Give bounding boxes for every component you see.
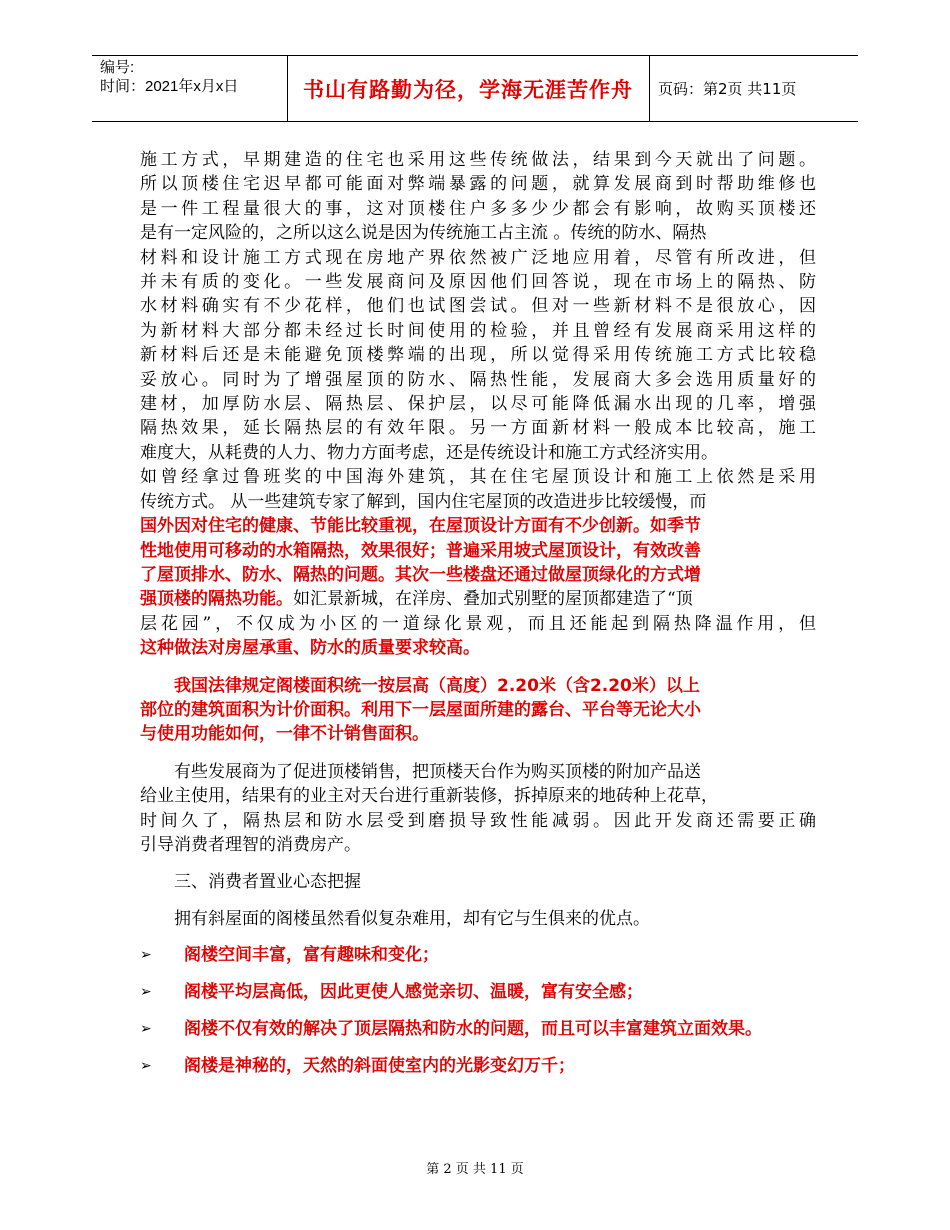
list-item (98, 1054, 816, 1079)
text-line: 层花园”，不仅成为小区的一道绿化景观，而且还能起到隔热降温作用，但 (140, 613, 816, 634)
text-line: 引导消费者理智的消费房产。 (140, 834, 361, 855)
text-line: 给业主使用，结果有的业主对天台进行重新装修，拆掉原来的地砖种上花草， (140, 786, 718, 807)
text-line: 并未有质的变化。一些发展商问及原因他们回答说，现在市场上的隔热、防 (140, 272, 816, 293)
text-line: 为新材料大部分都未经过长时间使用的检验，并且曾经有发展商采用这样的 (140, 320, 816, 341)
bullet-list (98, 943, 816, 1079)
text-line: 施工方式，早期建造的住宅也采用这些传统做法，结果到今天就出了问题。 (140, 150, 816, 170)
highlight-line: 国外因对住宅的健康、节能比较重视，在屋顶设计方面有不少创新。如季节 (140, 516, 701, 537)
highlight-line: 部位的建筑面积为计价面积。利用下一层屋面所建的露台、平台等无论大小 (140, 699, 701, 720)
text-line: 水材料确实有不少花样，他们也试图尝试。但对一些新材料不是很放心，因 (140, 296, 816, 317)
arrow-bullet-icon: ➢ (140, 984, 152, 1001)
header-divider-right (649, 56, 650, 121)
text-line: 所以顶楼住宅迟早都可能面对弊端暴露的问题，就算发展商到时帮助维修也 (140, 174, 816, 195)
header-bottom-rule (92, 121, 858, 122)
text-line: 传统方式。 从一些建筑专家了解到，国内住宅屋顶的改造进步比较缓慢，而 (140, 491, 707, 512)
text-line: 妥放心。同时为了增强屋顶的防水、隔热性能，发展商大多会选用质量好的 (140, 369, 816, 390)
list-item-text: 阁楼平均层高低，因此更使人感觉亲切、温暖，富有安全感； (184, 982, 643, 1003)
page-footer: 第 2 页 共 11 页 (426, 1162, 524, 1177)
highlight-line: 了屋顶排水、防水、隔热的问题。其次一些楼盘还通过做屋顶绿化的方式增 (140, 564, 701, 585)
highlight-line: 性地使用可移动的水箱隔热，效果很好；普遍采用坡式屋顶设计，有效改善 (140, 540, 701, 561)
list-item (98, 980, 816, 1005)
text-line: 有些发展商为了促进顶楼销售，把顶楼天台作为购买顶楼的附加产品送 (174, 761, 701, 782)
text-line: 难度大，从耗费的人力、物力方面考虑，还是传统设计和施工方式经济实用。 (140, 442, 718, 463)
section-intro: 拥有斜屋面的阁楼虽然看似复杂难用，却有它与生俱来的优点。 (174, 909, 650, 930)
arrow-bullet-icon: ➢ (140, 1058, 152, 1075)
list-item (98, 1017, 816, 1042)
highlight-line: 我国法律规定阁楼面积统一按层高（高度）2.20米（含2.20米）以上 (174, 675, 700, 696)
document-body (140, 148, 816, 1079)
list-item-text: 阁楼空间丰富，富有趣味和变化； (184, 945, 439, 966)
arrow-bullet-icon: ➢ (140, 1021, 152, 1038)
highlight-line: 这种做法对房屋承重、防水的质量要求较高。 (140, 638, 480, 659)
header-top-rule (92, 55, 858, 56)
list-item (98, 943, 816, 968)
text-line: 建材，加厚防水层、隔热层、保护层，以尽可能降低漏水出现的几率，增强 (140, 394, 816, 415)
text-line: 如曾经拿过鲁班奖的中国海外建筑，其在住宅屋顶设计和施工上依然是采用 (140, 467, 816, 488)
header-page-label: 页码：第2页 共11页 (658, 80, 797, 98)
paragraph-1 (140, 148, 816, 661)
header-time-label: 时间：2021年x月x日 (100, 78, 239, 95)
header-meta (100, 58, 238, 96)
text-line: 新材料后还是未能避免顶楼弊端的出现，所以觉得采用传统施工方式比较稳 (140, 345, 816, 366)
mixed-line (140, 587, 816, 611)
list-item-text: 阁楼是神秘的，天然的斜面使室内的光影变幻万千； (184, 1056, 575, 1077)
list-item-text: 阁楼不仅有效的解决了顶层隔热和防水的问题，而且可以丰富建筑立面效果。 (184, 1019, 762, 1040)
section-title: 三、消费者置业心态把握 (174, 872, 361, 893)
paragraph-legal (140, 674, 816, 747)
text-line: 是有一定风险的，之所以这么说是因为传统施工占主流 。传统的防水、隔热 (140, 223, 707, 244)
text-line: 时间久了，隔热层和防水层受到磨损导致性能减弱。因此开发商还需要正确 (140, 810, 816, 831)
highlight-line: 与使用功能如何，一律不计销售面积。 (140, 724, 429, 745)
text-line: 隔热效果，延长隔热层的有效年限。另一方面新材料一般成本比较高，施工 (140, 418, 816, 439)
plain-text: 如汇景新城，在洋房、叠加式别墅的屋顶都建造了“顶 (293, 589, 693, 610)
highlight-text: 强顶楼的隔热功能。 (140, 589, 293, 610)
text-line: 是一件工程量很大的事，这对顶楼住户多多少少都会有影响，故购买顶楼还 (140, 198, 816, 219)
paragraph-3 (140, 760, 816, 858)
header-number-label: 编号: (100, 59, 135, 76)
arrow-bullet-icon: ➢ (140, 947, 152, 964)
header-motto: 书山有路勤为径，学海无涯苦作舟 (303, 78, 633, 102)
text-line: 材料和设计施工方式现在房地产界依然被广泛地应用着，尽管有所改进，但 (140, 247, 816, 268)
